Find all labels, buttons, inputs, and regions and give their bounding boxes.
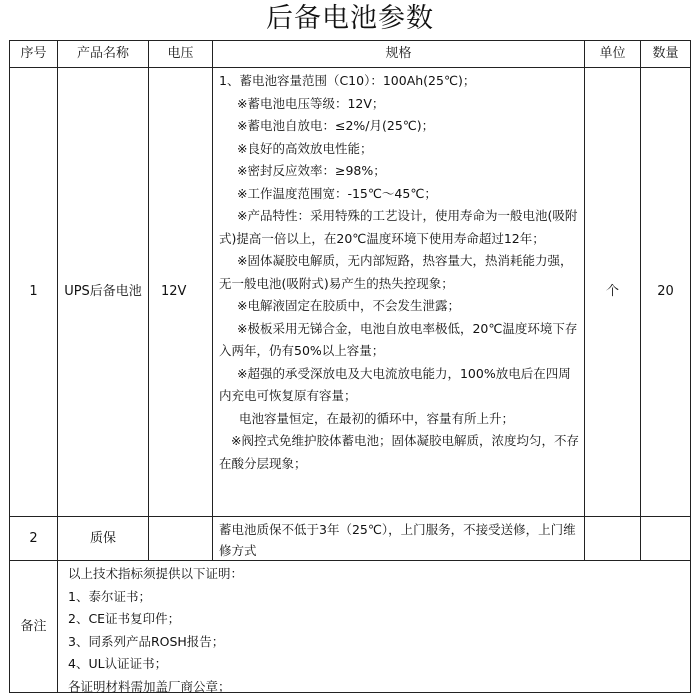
remarks-line: 2、CE证书复印件； <box>68 611 181 626</box>
remarks-line: 4、UL认证证书； <box>68 656 168 671</box>
header-quantity: 数量 <box>652 46 679 61</box>
header-product-name: 产品名称 <box>76 46 129 61</box>
rule-right <box>690 40 691 693</box>
spec-line: ※固体凝胶电解质，无内部短路，热容量大，热消耗能力强，无一般电池(吸附式)易产生的热失控现象； <box>219 253 573 291</box>
battery-spec-table <box>9 40 691 693</box>
spec-line: ※密封反应效率：≥98%； <box>237 163 386 178</box>
spec-line: ※电解液固定在胶质中，不会发生泄露； <box>237 298 460 313</box>
row1-voltage: 12V <box>161 284 187 299</box>
spec-line: 1、蓄电池容量范围（C10）：100Ah(25℃)； <box>219 73 476 88</box>
page-title: 后备电池参数 <box>266 3 434 34</box>
spec-line: ※产品特性：采用特殊的工艺设计，使用寿命为一般电池(吸附式)提高一倍以上，在20℃温度环境下使用寿命超过12年； <box>219 208 578 246</box>
remarks-line: 各证明材料需加盖厂商公章； <box>68 678 231 694</box>
remarks-content <box>58 561 690 692</box>
row2-product-name: 质保 <box>89 530 116 546</box>
row1-unit: 个 <box>605 284 619 299</box>
spec-line: 电池容量恒定，在最初的循环中，容量有所上升； <box>239 410 515 426</box>
spec-line: ※超强的承受深放电及大电流放电能力，100%放电后在四周内充电可恢复原有容量； <box>219 365 571 403</box>
header-index: 序号 <box>20 46 47 61</box>
row2-spec: 蓄电池质保不低于3年（25℃），上门服务，不接受送修，上门维修方式 <box>219 522 576 558</box>
row1-product-name: UPS后备电池 <box>64 284 142 299</box>
row1-spec <box>213 70 584 516</box>
remarks-line: 1、泰尔证书； <box>68 588 151 604</box>
spec-line: ※阀控式免维护胶体蓄电池；固体凝胶电解质，浓度均匀，不存在酸分层现象； <box>219 433 579 471</box>
spec-line: ※良好的高效放电性能； <box>237 140 373 156</box>
header-unit: 单位 <box>599 46 626 61</box>
row2-index: 2 <box>29 530 38 546</box>
remarks-line: 以上技术指标须提供以下证明： <box>68 566 244 581</box>
spec-line: ※蓄电池自放电：≤2%/月(25℃)； <box>237 118 435 133</box>
row1-index: 1 <box>29 284 38 299</box>
header-voltage: 电压 <box>167 46 194 61</box>
remarks-label: 备注 <box>20 618 47 634</box>
spec-line: ※极板采用无锑合金，电池自放电率极低，20℃温度环境下存入两年，仍有50%以上容量； <box>219 320 578 358</box>
spec-line: ※蓄电池电压等级：12V； <box>237 95 385 111</box>
row1-quantity: 20 <box>657 284 674 299</box>
spec-line: ※工作温度范围宽：-15℃～45℃； <box>237 185 437 201</box>
header-spec: 规格 <box>385 46 412 61</box>
remarks-line: 3、同系列产品ROSH报告； <box>68 633 225 649</box>
